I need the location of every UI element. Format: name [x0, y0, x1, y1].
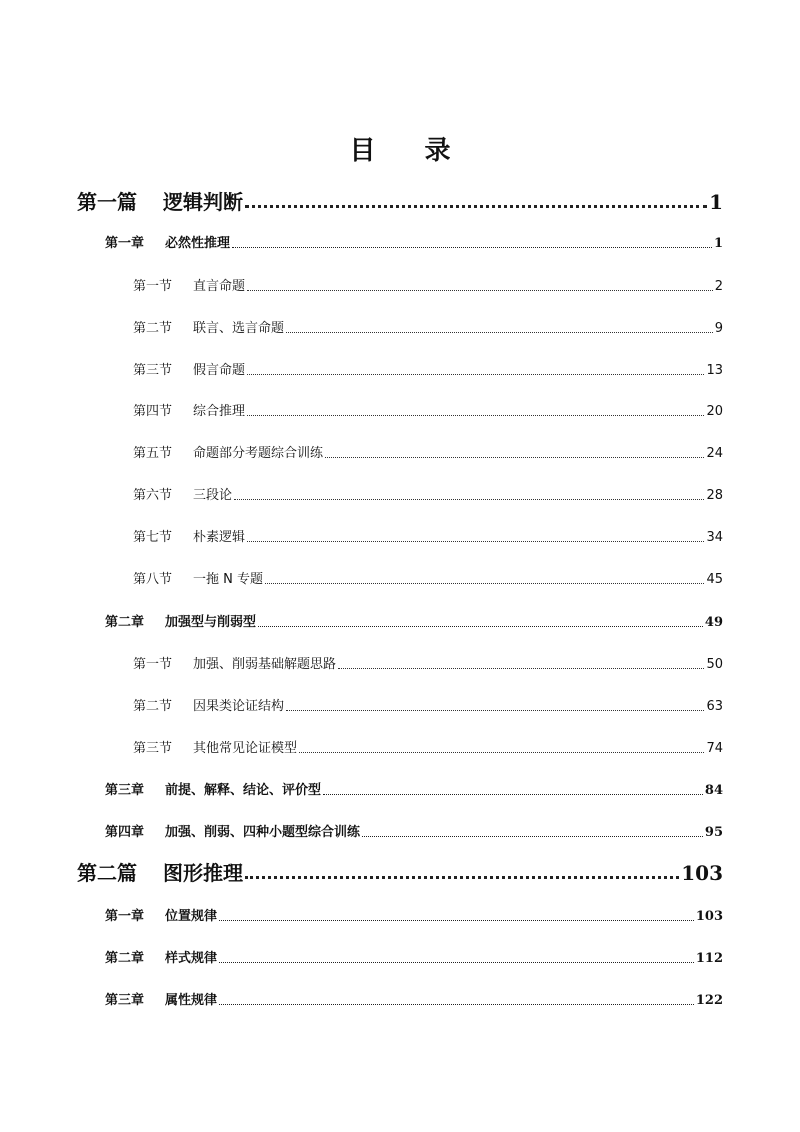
toc-section-title: 一拖 N 专题 — [193, 572, 263, 587]
toc-section-title: 朴素逻辑 — [193, 530, 246, 545]
dot-leader — [219, 962, 694, 963]
toc-section[interactable] — [133, 280, 723, 293]
toc-section-title: 加强、削弱基础解题思路 — [193, 657, 337, 672]
toc-part[interactable] — [77, 863, 723, 883]
toc-section-number: 第五节 — [133, 446, 173, 461]
toc-section-title: 因果类论证结构 — [193, 699, 285, 714]
toc-page-number: 50 — [706, 657, 723, 672]
dot-leader — [247, 374, 704, 375]
toc-section-title: 联言、选言命题 — [193, 321, 285, 336]
toc-section-title: 其他常见论证模型 — [193, 741, 298, 756]
toc-page-number: 20 — [706, 404, 723, 419]
toc-chapter-number: 第一章 — [105, 909, 145, 924]
dot-leader — [265, 583, 704, 584]
toc-section[interactable] — [133, 573, 723, 586]
toc-chapter[interactable] — [105, 237, 723, 250]
toc-section-title: 假言命题 — [193, 363, 246, 378]
toc-section[interactable] — [133, 447, 723, 460]
toc-part-title: 图形推理 — [163, 861, 243, 885]
toc-chapter-number: 第三章 — [105, 783, 145, 798]
toc-chapter-number: 第三章 — [105, 993, 145, 1008]
toc-section-number: 第三节 — [133, 741, 173, 756]
toc-chapter[interactable] — [105, 952, 723, 965]
toc-chapter[interactable] — [105, 784, 723, 797]
toc-page-number: 49 — [704, 615, 723, 630]
dot-leader — [323, 794, 703, 795]
toc-chapter-title: 加强型与削弱型 — [165, 615, 257, 630]
dot-leader — [219, 1004, 694, 1005]
toc-section[interactable] — [133, 322, 723, 335]
toc-page-number: 1 — [709, 190, 723, 214]
toc-chapter[interactable] — [105, 910, 723, 923]
toc-section-number: 第三节 — [133, 363, 173, 378]
toc-chapter[interactable] — [105, 994, 723, 1007]
toc-part-title: 逻辑判断 — [163, 190, 243, 214]
toc-part-number: 第二篇 — [77, 861, 137, 885]
toc-section[interactable] — [133, 489, 723, 502]
dot-leader — [338, 668, 704, 669]
toc-section[interactable] — [133, 405, 723, 418]
toc-page-number: 74 — [706, 741, 723, 756]
toc-section-title: 三段论 — [193, 488, 233, 503]
dot-leader — [247, 415, 704, 416]
toc-chapter-number: 第二章 — [105, 951, 145, 966]
toc-section-number: 第八节 — [133, 572, 173, 587]
toc-page-number: 84 — [704, 783, 723, 798]
toc-page-number: 103 — [681, 861, 723, 885]
toc-page-number: 103 — [695, 909, 723, 924]
toc-section-number: 第二节 — [133, 321, 173, 336]
page-title: 目 录 — [349, 136, 471, 166]
dot-leader — [219, 920, 694, 921]
dot-leader — [232, 247, 712, 248]
dot-leader — [247, 290, 713, 291]
toc-chapter-title: 属性规律 — [165, 993, 218, 1008]
toc-page-number: 122 — [695, 993, 723, 1008]
toc-chapter[interactable] — [105, 826, 723, 839]
dot-leader — [299, 752, 704, 753]
dot-leader — [325, 457, 704, 458]
dot-leader — [245, 205, 707, 208]
toc-page-number: 95 — [704, 825, 723, 840]
toc-page-number: 1 — [713, 236, 723, 251]
toc-section-number: 第六节 — [133, 488, 173, 503]
toc-chapter-title: 前提、解释、结论、评价型 — [165, 783, 322, 798]
toc-chapter-number: 第一章 — [105, 236, 145, 251]
toc-section[interactable] — [133, 658, 723, 671]
toc-section-number: 第二节 — [133, 699, 173, 714]
toc-page-number: 112 — [695, 951, 723, 966]
toc-page-number: 63 — [706, 699, 723, 714]
toc-section-number: 第七节 — [133, 530, 173, 545]
dot-leader — [234, 499, 704, 500]
dot-leader — [258, 626, 703, 627]
toc-part[interactable] — [77, 192, 723, 212]
toc-page-number: 2 — [714, 279, 723, 294]
toc-page-number: 45 — [706, 572, 723, 587]
dot-leader — [286, 332, 713, 333]
toc-part-number: 第一篇 — [77, 190, 137, 214]
toc-chapter-title: 必然性推理 — [165, 236, 231, 251]
toc-section-number: 第一节 — [133, 279, 173, 294]
toc-chapter-title: 加强、削弱、四种小题型综合训练 — [165, 825, 361, 840]
toc-section-title: 直言命题 — [193, 279, 246, 294]
toc-section-number: 第四节 — [133, 404, 173, 419]
toc-section-title: 综合推理 — [193, 404, 246, 419]
toc-page-number: 24 — [706, 446, 723, 461]
toc-section-title: 命题部分考题综合训练 — [193, 446, 324, 461]
dot-leader — [247, 541, 704, 542]
toc-chapter-number: 第二章 — [105, 615, 145, 630]
toc-section-number: 第一节 — [133, 657, 173, 672]
toc-section[interactable] — [133, 700, 723, 713]
toc-page-number: 28 — [706, 488, 723, 503]
toc-page-number: 9 — [714, 321, 723, 336]
toc-section[interactable] — [133, 742, 723, 755]
toc-page-number: 34 — [706, 530, 723, 545]
dot-leader — [362, 836, 703, 837]
toc-section[interactable] — [133, 531, 723, 544]
dot-leader — [245, 876, 679, 879]
dot-leader — [286, 710, 704, 711]
toc-chapter-title: 样式规律 — [165, 951, 218, 966]
toc-page-number: 13 — [706, 363, 723, 378]
toc-chapter-title: 位置规律 — [165, 909, 218, 924]
toc-section[interactable] — [133, 364, 723, 377]
toc-chapter-number: 第四章 — [105, 825, 145, 840]
toc-chapter[interactable] — [105, 616, 723, 629]
